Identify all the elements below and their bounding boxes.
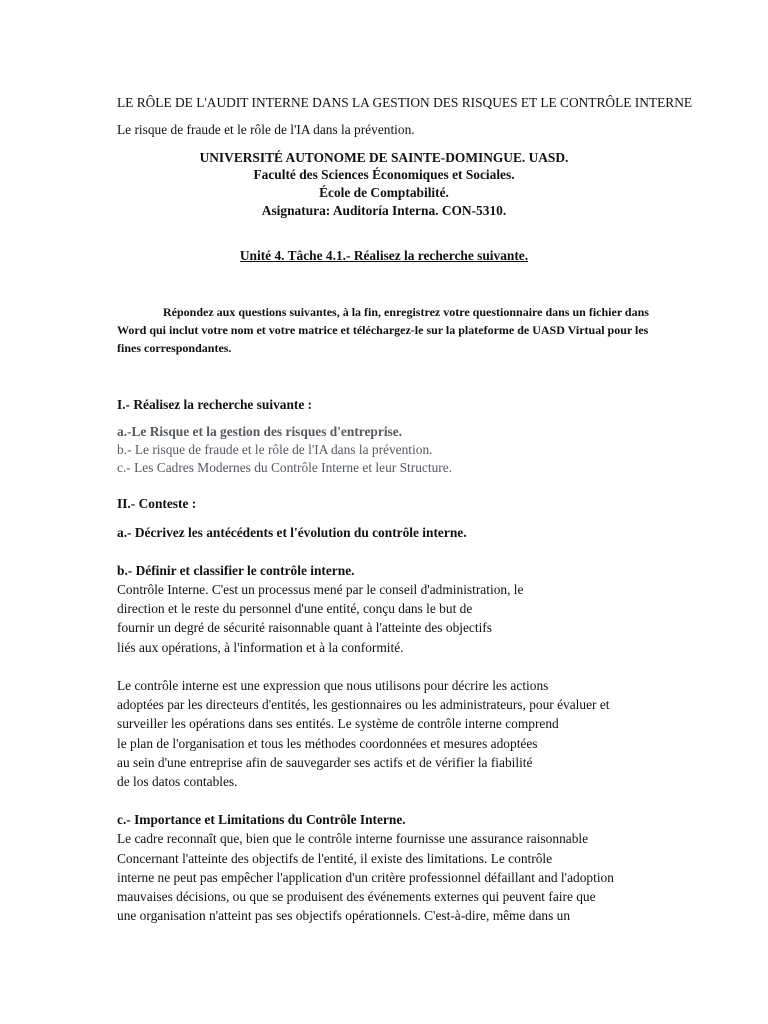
b-para2-line-3: surveiller les opérations dans ses entités. Le système de contrôle interne comprend [117,716,559,731]
b-para2-line-2: adoptées par les directeurs d'entités, les gestionnaires ou les administrateurs, pour évaluer et [117,697,610,712]
section2-b-heading: b.- Définir et classifier le contrôle interne. [117,563,355,578]
c-para-line-4: mauvaises décisions, ou que se produisent des événements externes qui peuvent faire que [117,889,596,904]
b-para1-line-3: fournir un degré de sécurité raisonnable quant à l'atteinte des objectifs [117,620,492,635]
section1-heading: I.- Réalisez la recherche suivante : [117,397,313,412]
b-para2-line-1: Le contrôle interne est une expression que nous utilisons pour décrire les actions [117,678,549,693]
c-para-line-1: Le cadre reconnaît que, bien que le contrôle interne fournisse une assurance raisonnable [117,831,589,846]
b-para2-line-4: le plan de l'organisation et tous les méthodes coordonnées et mesures adoptées [117,736,538,751]
instructions-line-3: fines correspondantes. [117,341,232,355]
c-para-line-3: interne ne peut pas empêcher l'application d'un critère professionnel défaillant and l'adoption [117,870,614,885]
b-para2-line-6: de los datos contables. [117,774,238,789]
instructions-line-2: Word qui inclut votre nom et votre matrice et téléchargez-le sur la plateforme de UASD Virtual pour les [117,323,649,337]
section2-heading: II.- Conteste : [117,496,197,511]
header-faculty: Faculté des Sciences Économiques et Sociales. [253,167,515,182]
b-para1-line-2: direction et le reste du personnel d'une entité, conçu dans le but de [117,601,473,616]
section1-item-b: b.- Le risque de fraude et le rôle de l'IA dans la prévention. [117,442,433,457]
section1-item-c: c.- Les Cadres Modernes du Contrôle Interne et leur Structure. [117,460,453,475]
b-para1-line-4: liés aux opérations, à l'information et à la conformité. [117,640,404,655]
header-course: Asignatura: Auditoría Interna. CON-5310. [261,203,507,218]
b-para1-line-1: Contrôle Interne. C'est un processus mené par le conseil d'administration, le [117,582,524,597]
section2-a-heading: a.- Décrivez les antécédents et l'évolution du contrôle interne. [117,525,467,540]
task-title: Unité 4. Tâche 4.1.- Réalisez la recherche suivante. [239,248,529,263]
section1-item-a: a.-Le Risque et la gestion des risques d'entreprise. [117,424,403,439]
c-para-line-2: Concernant l'atteinte des objectifs de l'entité, il existe des limitations. Le contrôle [117,851,553,866]
header-school: École de Comptabilité. [319,185,449,200]
c-para-line-5: une organisation n'atteint pas ses objectifs opérationnels. C'est-à-dire, même dans un [117,908,571,923]
document-subtitle: Le risque de fraude et le rôle de l'IA dans la prévention. [117,122,415,137]
header-university: UNIVERSITÉ AUTONOME DE SAINTE-DOMINGUE. UASD. [199,150,569,165]
section2-c-heading: c.- Importance et Limitations du Contrôle Interne. [117,812,406,827]
instructions-line-1: Répondez aux questions suivantes, à la fin, enregistrez votre questionnaire dans un fichier dans [163,305,649,319]
b-para2-line-5: au sein d'une entreprise afin de sauvegarder ses actifs et de vérifier la fiabilité [117,755,533,770]
document-title: LE RÔLE DE L'AUDIT INTERNE DANS LA GESTION DES RISQUES ET LE CONTRÔLE INTERNE [117,95,693,110]
